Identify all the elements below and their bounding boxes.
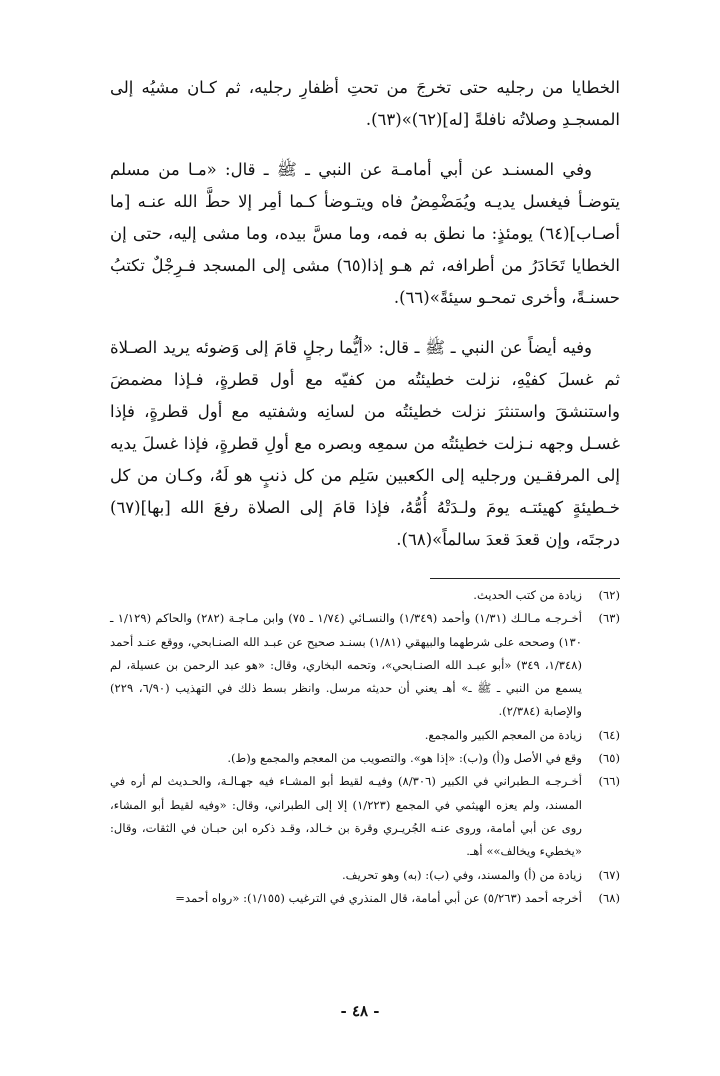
main-text	[110, 72, 620, 574]
footnote-number: (٦٨)	[598, 890, 620, 905]
footnote-text: أخـرجـه الـطبراني في الكبير (٨/٣٠٦) وفيـه لقيط أبو المشـاء فيه جهـالـة، والحـديث لم أره في المسند، ولم يعزه الهيثمي في المجمع (١/٢٢٣) إلا إلى الطبراني، وقال: «وفيه لقيط أبو المشاء، روى عن أبي أمامة، وروى عنـه الجُريـري وقرة بن خـالد، وقـد ذكره ابن حبـان في الثقات، وقال: «يخطيء ويخالف»» أهـ.	[110, 774, 582, 859]
footnote-62	[110, 584, 620, 607]
footnote-number: (٦٤)	[598, 727, 620, 742]
footnote-text: أخـرجـه مـالـك (١/٣١) وأحمد (١/٣٤٩) والنسـائي (١/٧٤ ـ ٧٥) وابن مـاجـة (٢٨٢) والحاكم (١/١٢٩ ـ ١٣٠) وصححه على شرطهما والبيهقي (١/٨١) بسنـد صحيح عن عبـد الله الصنـابحي، ووقع عنـد أحمد (١/٣٤٨، ٣٤٩) «أبو عبـد الله الصنـابحي»، وتحمه البخاري، وقال: «هو عبد الرحمن بن عسيلة، لم يسمع من النبي ـ ﷺ ـ» أهـ يعني أن حديثه مرسل. وانظر بسط ذلك في التهذيب (٦/٩٠، ٢٢٩) والإصابة (٢/٣٨٤).	[110, 611, 582, 719]
footnote-separator	[430, 578, 620, 579]
footnote-68	[110, 887, 620, 910]
footnote-text: زيادة من (أ) والمسند، وفي (ب): (به) وهو تحريف.	[342, 867, 582, 882]
footnote-text: وقع في الأصل و(أ) و(ب): «إذا هو». والتصويب من المعجم والمجمع و(ط).	[227, 751, 582, 766]
footnote-67	[110, 864, 620, 887]
footnote-text: زيادة من المعجم الكبير والمجمع.	[424, 727, 582, 742]
footnote-number: (٦٥)	[598, 751, 620, 766]
footnote-65	[110, 747, 620, 770]
footnote-number: (٦٣)	[598, 611, 620, 626]
page-number: - ٤٨ -	[340, 1002, 380, 1020]
footnote-number: (٦٧)	[598, 867, 620, 882]
footnote-text: زيادة من كتب الحديث.	[473, 588, 582, 602]
footnote-text: أخرجه أحمد (٥/٢٦٣) عن أبي أمامة، قال المنذري في الترغيب (١/١٥٥): «رواه أحمد=	[175, 890, 582, 905]
paragraph-1: الخطايا من رجليه حتى تخرجَ من تحتِ أظفارِ رجليه، ثم كـان مشيُه إلى المسجـدِ وصلاتُه نافلةً [له](٦٢)»(٦٣).	[110, 78, 620, 129]
paragraph-2: وفي المسنـد عن أبي أمامـة عن النبي ـ ﷺ ـ قال: «مـا من مسلم يتوضـأ فيغسل يديـه ويُمَضْمِضُ فاه ويتـوضأ كـما أمِر إلا حطَّ الله عنـه [ما أصـاب](٦٤) يومئذٍ: ما نطق به فمه، وما مسَّ بيده، وما مشى إليه، حتى إن الخطايا تَحَادَرُ من أطرافه، ثم هـو إذا(٦٥) مشى إلى المسجد فـرِجْلٌ تكتبُ حسنـةً، وأخرى تمحـو سيئةً»(٦٦).	[110, 160, 620, 307]
footnote-number: (٦٢)	[598, 588, 620, 602]
footnotes	[110, 584, 620, 910]
footnote-63	[110, 607, 620, 723]
paragraph-3: وفيه أيضاً عن النبي ـ ﷺ ـ قال: «أيُّما رجلٍ قامَ إلى وَضوئه يريد الصـلاة ثم غسلَ كفيْهِ، نزلت خطيئتُه من كفيّه مع أول قطرةٍ، فـإذا مضمضَ واستنشقَ واستنثرَ نزلت خطيئتُه من لسانِه وشفتيه مع أول قطرةٍ، فإذا غسـل وجهه نـزلت خطيئتُه من سمعِه وبصره مع أولِ قطرةٍ، فإذا غسلَ يديه إلى المرفقـين ورجليه إلى الكعبين سَلِم من كل ذنبٍ هو لَهُ، وكـان من كل خـطيئةٍ كهيئتـه يومَ ولـدَتْهُ أُمُّهُ، فإذا قامَ إلى الصلاة رفعَ الله [بها](٦٧) درجتَه، وإن قعدَ قعدَ سالماً»(٦٨).	[110, 338, 620, 549]
footnote-64	[110, 724, 620, 747]
footnote-number: (٦٦)	[598, 774, 620, 789]
footnote-66	[110, 770, 620, 863]
